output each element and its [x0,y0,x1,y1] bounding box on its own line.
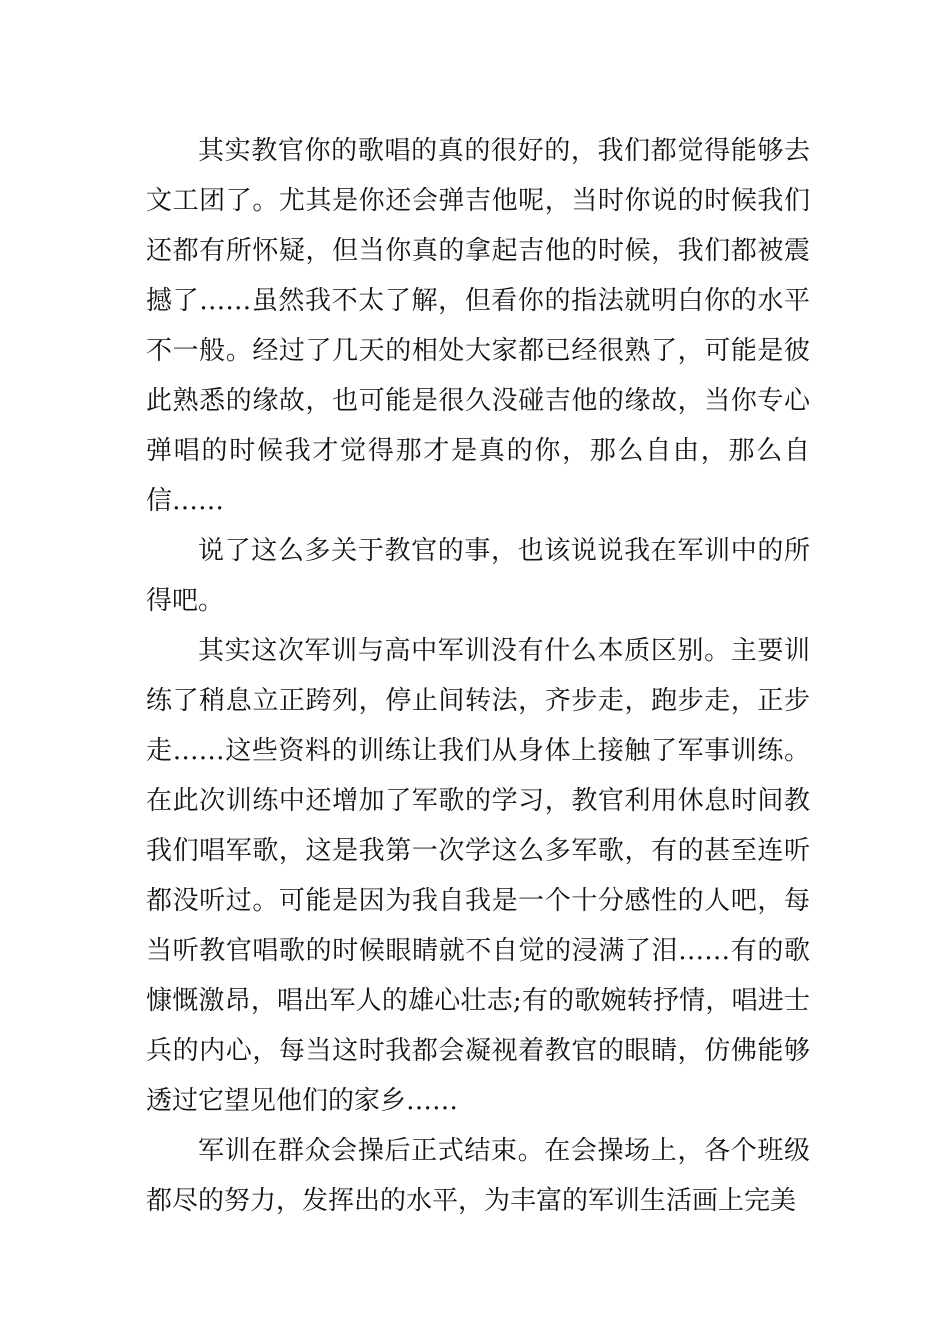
paragraph-1: 其实教官你的歌唱的真的很好的，我们都觉得能够去文工团了。尤其是你还会弹吉他呢，当时你说的时候我们还都有所怀疑，但当你真的拿起吉他的时候，我们都被震撼了……虽然我不太了解，但看你的指法就明白你的水平不一般。经过了几天的相处大家都已经很熟了，可能是彼此熟悉的缘故，也可能是很久没碰吉他的缘故，当你专心弹唱的时候我才觉得那才是真的你，那么自由，那么自信…… [146,136,810,516]
document-body [146,126,810,1226]
paragraph-4: 军训在群众会操后正式结束。在会操场上，各个班级都尽的努力，发挥出的水平，为丰富的军训生活画上完美 [146,1136,810,1216]
paragraph-3: 其实这次军训与高中军训没有什么本质区别。主要训练了稍息立正跨列，停止间转法，齐步走，跑步走，正步走……这些资料的训练让我们从身体上接触了军事训练。在此次训练中还增加了军歌的学习，教官利用休息时间教我们唱军歌，这是我第一次学这么多军歌，有的甚至连听都没听过。可能是因为我自我是一个十分感性的人吧，每当听教官唱歌的时候眼睛就不自觉的浸满了泪……有的歌慷慨激昂，唱出军人的雄心壮志;有的歌婉转抒情，唱进士兵的内心，每当这时我都会凝视着教官的眼睛，仿佛能够透过它望见他们的家乡…… [146,636,810,1116]
paragraph-2: 说了这么多关于教官的事，也该说说我在军训中的所得吧。 [146,536,810,616]
